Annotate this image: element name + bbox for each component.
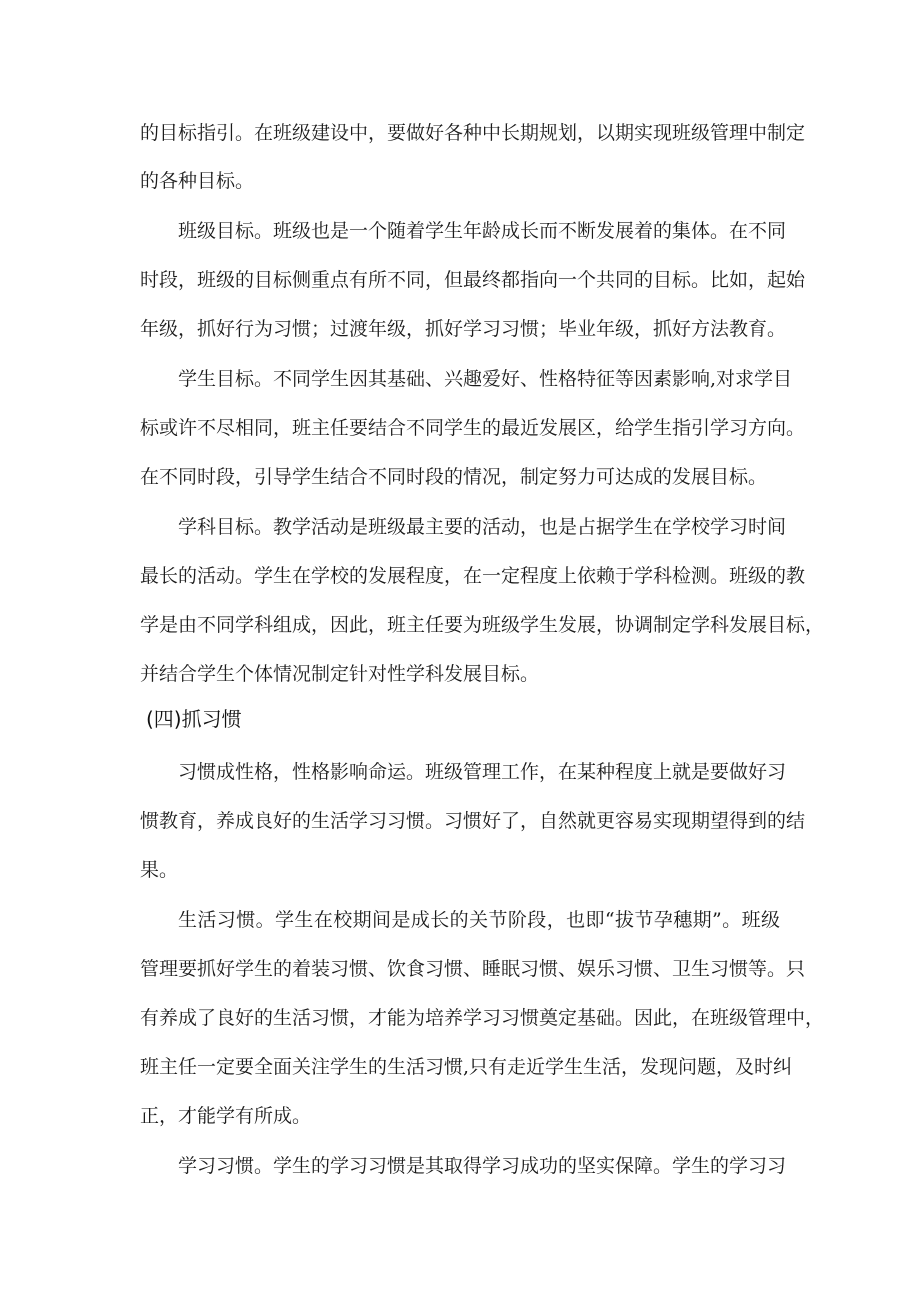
paragraph-line: 时段，班级的目标侧重点有所不同，但最终都指向一个共同的目标。比如，起始 bbox=[140, 269, 806, 291]
paragraph-line: 班主任一定要全面关注学生的生活习惯,只有走近学生生活，发现问题，及时纠 bbox=[140, 1056, 793, 1078]
paragraph-line: 并结合学生个体情况制定针对性学科发展目标。 bbox=[140, 663, 540, 685]
paragraph-line: 班级目标。班级也是一个随着学生年龄成长而不断发展着的集体。在不同 bbox=[178, 220, 787, 242]
paragraph-line: 正，才能学有所成。 bbox=[140, 1105, 312, 1127]
paragraph-line: 学是由不同学科组成，因此，班主任要为班级学生发展，协调制定学科发展目标， bbox=[140, 614, 825, 636]
paragraph-line: 惯教育，养成良好的生活学习习惯。习惯好了，自然就更容易实现期望得到的结 bbox=[140, 810, 806, 832]
paragraph-line: 最长的活动。学生在学校的发展程度，在一定程度上依赖于学科检测。班级的教 bbox=[140, 565, 806, 587]
paragraph-line: 管理要抓好学生的着装习惯、饮食习惯、睡眠习惯、娱乐习惯、卫生习惯等。只 bbox=[140, 958, 806, 980]
paragraph-line: 学生目标。不同学生因其基础、兴趣爱好、性格特征等因素影响,对求学目 bbox=[178, 368, 793, 390]
paragraph-line: 习惯成性格，性格影响命运。班级管理工作，在某种程度上就是要做好习 bbox=[178, 761, 787, 783]
paragraph-line: 的目标指引。在班级建设中，要做好各种中长期规划，以期实现班级管理中制定 bbox=[140, 122, 806, 144]
paragraph-line: 年级，抓好行为习惯；过渡年级，抓好学习习惯；毕业年级，抓好方法教育。 bbox=[140, 318, 787, 340]
paragraph-line: 标或许不尽相同，班主任要结合不同学生的最近发展区，给学生指引学习方向。 bbox=[140, 417, 806, 439]
paragraph-line: 的各种目标。 bbox=[140, 170, 255, 192]
paragraph-line: 生活习惯。学生在校期间是成长的关节阶段，也即“拔节孕穗期”。班级 bbox=[178, 909, 780, 931]
paragraph-line: 果。 bbox=[140, 859, 179, 881]
paragraph-line: 在不同时段，引导学生结合不同时段的情况，制定努力可达成的发展目标。 bbox=[140, 466, 768, 488]
paragraph-line: 学科目标。教学活动是班级最主要的活动，也是占据学生在学校学习时间 bbox=[178, 516, 787, 538]
section-heading: (四)抓习惯 bbox=[146, 707, 242, 731]
paragraph-line: 有养成了良好的生活习惯，才能为培养学习习惯奠定基础。因此，在班级管理中， bbox=[140, 1007, 825, 1029]
paragraph-line: 学习习惯。学生的学习习惯是其取得学习成功的坚实保障。学生的学习习 bbox=[178, 1155, 787, 1177]
